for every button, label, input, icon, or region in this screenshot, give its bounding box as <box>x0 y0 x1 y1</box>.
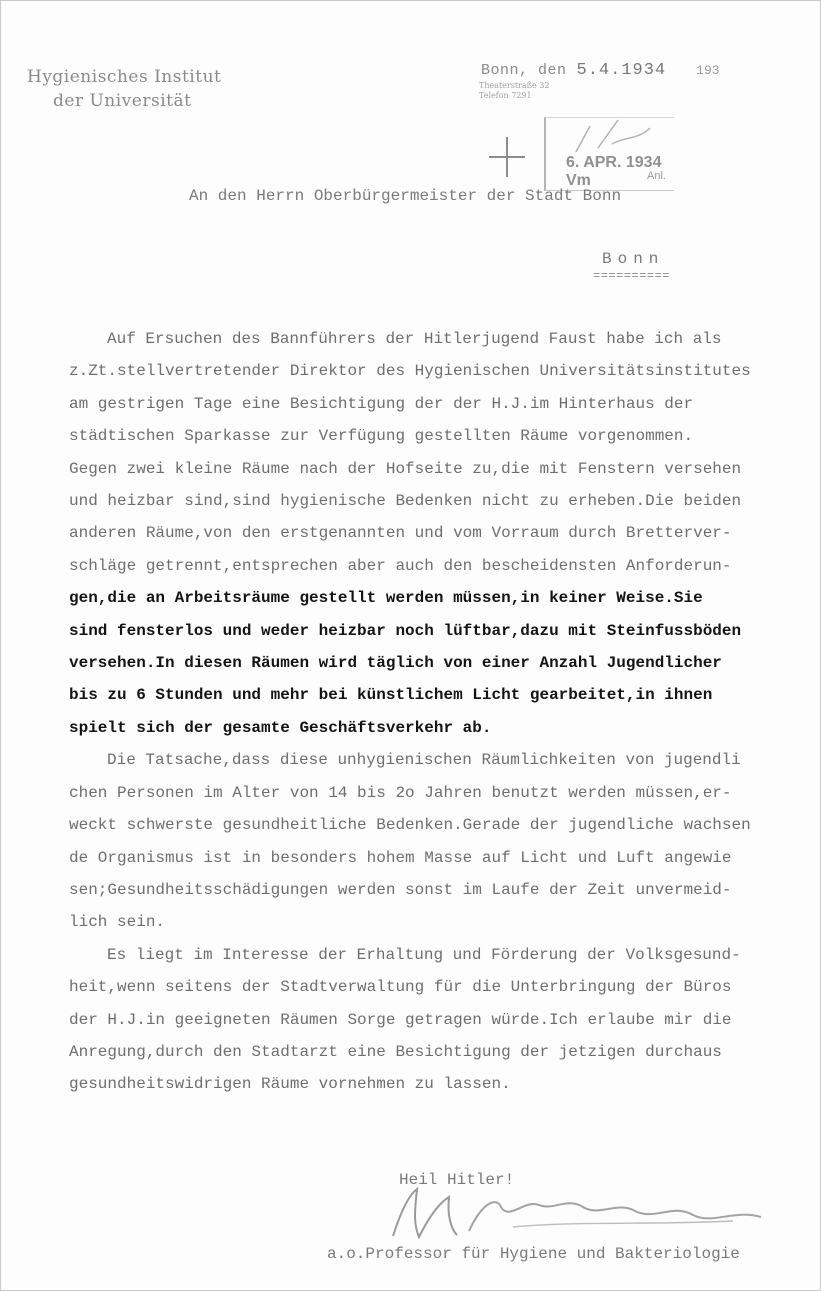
body-line: Die Tatsache,dass diese unhygienischen Räumlichkeiten von jugendli <box>107 751 741 770</box>
stamp-scribble-icon <box>546 118 674 158</box>
body-line: städtischen Sparkasse zur Verfügung gestellten Räume vorgenommen. <box>69 427 694 446</box>
body-line: Anregung,durch den Stadtarzt eine Besichtigung der jetzigen durchaus <box>69 1042 722 1061</box>
body-line: bis zu 6 Stunden und mehr bei künstlichem Licht gearbeitet,in ihnen <box>69 686 713 705</box>
body-line: am gestrigen Tage eine Besichtigung der der H.J.im Hinterhaus der <box>69 394 694 413</box>
body-line: chen Personen im Alter von 14 bis 2o Jahren benutzt werden müssen,er- <box>69 783 732 802</box>
city-heading: Bonn <box>602 250 665 268</box>
body-line: anderen Räume,von den erstgenannten und vom Vorraum durch Bretterver- <box>69 524 732 543</box>
recipient-line: An den Herrn Oberbürgermeister der Stadt Bonn <box>189 187 622 205</box>
city-underline: ========== <box>593 269 671 283</box>
place-date <box>481 61 720 80</box>
body-line: versehen.In diesen Räumen wird täglich von einer Anzahl Jugendlicher <box>69 654 722 673</box>
address-phone: Telefon 7291 <box>479 91 532 100</box>
body-line: sind fensterlos und weder heizbar noch lüftbar,dazu mit Steinfussböden <box>69 621 742 640</box>
body-line: weckt schwerste gesundheitliche Bedenken.Gerade der jugendliche wachsen <box>69 816 751 835</box>
body-line: und heizbar sind,sind hygienische Bedenken nicht zu erheben.Die beiden <box>69 492 742 511</box>
body-line: de Organismus ist in besonders hohem Masse auf Licht und Luft angewie <box>69 848 732 867</box>
receipt-stamp <box>544 117 674 191</box>
body-line: sen;Gesundheitsschädigungen werden sonst im Laufe der Zeit unvermeid- <box>69 880 732 899</box>
letterhead <box>27 65 221 113</box>
letter-date: 5.4.1934 <box>576 61 667 80</box>
body-line: schläge getrennt,entsprechen aber auch den bescheidensten Anforderun- <box>69 556 732 575</box>
body-line: gen,die an Arbeitsräume gestellt werden müssen,in keiner Weise.Sie <box>69 589 703 608</box>
body-line: der H.J.in geeigneten Räumen Sorge getragen würde.Ich erlaube mir die <box>69 1010 732 1029</box>
signature-icon <box>373 1181 773 1251</box>
body-line: Gegen zwei kleine Räume nach der Hofseite zu,die mit Fenstern versehen <box>69 459 742 478</box>
city-den: Bonn, den <box>481 62 567 79</box>
cross-mark-icon <box>489 137 525 177</box>
letter-body <box>69 323 817 1101</box>
letterhead-line1: Hygienisches Institut <box>27 67 222 87</box>
body-line: spielt sich der gesamte Geschäftsverkehr ab. <box>69 718 492 737</box>
body-line: lich sein. <box>69 913 166 932</box>
stamp-anl: Anl. <box>647 170 666 182</box>
body-line: gesundheitswidrigen Räume vornehmen zu lassen. <box>69 1075 511 1094</box>
address-street: Theaterstraße 32 <box>479 81 550 90</box>
body-line: Es liegt im Interesse der Erhaltung und Förderung der Volksgesund- <box>107 945 741 964</box>
address-small <box>479 81 549 101</box>
year-print: 193 <box>696 63 720 78</box>
body-line: z.Zt.stellvertretender Direktor des Hygienischen Universitätsinstitutes <box>69 362 751 381</box>
letterhead-line2: der Universität <box>53 91 192 111</box>
signatory-title: a.o.Professor für Hygiene und Bakteriologie <box>327 1245 740 1263</box>
body-line: heit,wenn seitens der Stadtverwaltung für die Unterbringung der Büros <box>69 978 732 997</box>
closing-greeting: Heil Hitler! <box>399 1171 515 1189</box>
body-line: Auf Ersuchen des Bannführers der Hitlerjugend Faust habe ich als <box>107 330 722 348</box>
stamp-date: 6. APR. 1934 Vm <box>566 154 662 189</box>
